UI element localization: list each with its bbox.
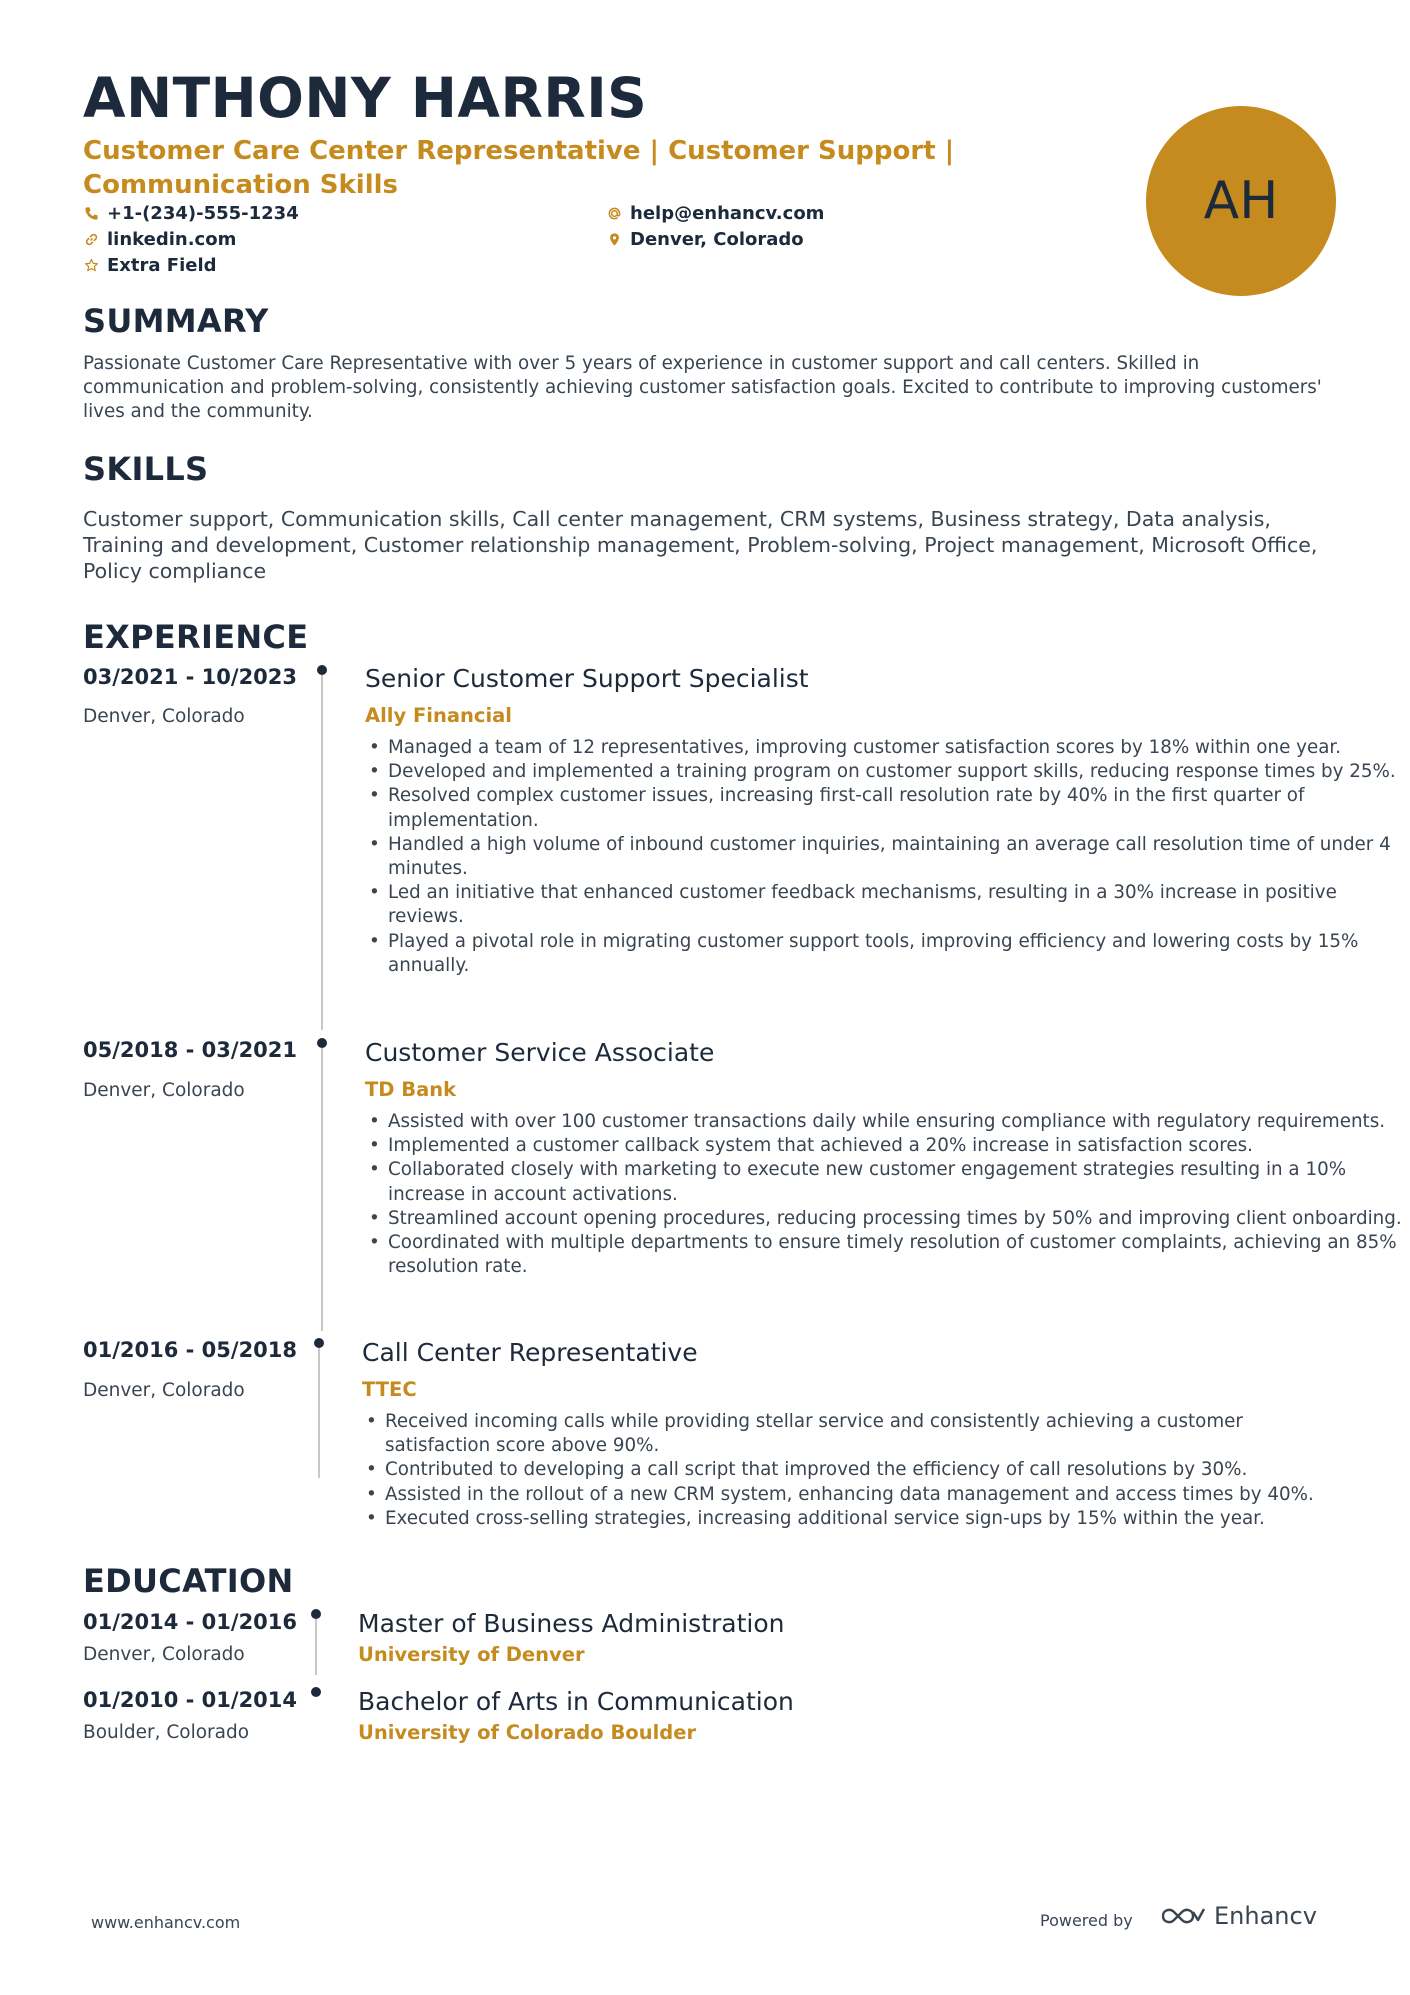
job-title: Call Center Representative bbox=[362, 1338, 698, 1367]
avatar-initials: AH bbox=[1203, 171, 1279, 231]
phone-icon bbox=[83, 206, 99, 222]
timeline-dot bbox=[311, 1687, 321, 1697]
contact-location bbox=[606, 229, 804, 250]
list-item: • Coordinated with multiple departments to ensure timely resolution of customer complaints, achieving an 85% resolution rate. bbox=[367, 1231, 1410, 1279]
list-item: • Collaborated closely with marketing to execute new customer engagement strategies resulting in a 10% increase in account activations. bbox=[367, 1158, 1410, 1206]
summary-heading: SUMMARY bbox=[83, 302, 269, 340]
contact-email bbox=[606, 203, 824, 224]
job-location: Denver, Colorado bbox=[83, 1080, 245, 1101]
job-company: Ally Financial bbox=[365, 704, 512, 727]
job-bullets bbox=[367, 1110, 1410, 1279]
education-location: Denver, Colorado bbox=[83, 1644, 245, 1665]
timeline-dot bbox=[311, 1609, 321, 1619]
job-company: TTEC bbox=[362, 1378, 417, 1401]
job-dates: 05/2018 - 03/2021 bbox=[83, 1038, 298, 1062]
education-dates: 01/2010 - 01/2014 bbox=[83, 1688, 298, 1712]
list-item: • Assisted in the rollout of a new CRM system, enhancing data management and access times by 40%. bbox=[364, 1483, 1344, 1507]
footer-brand-name: Enhancv bbox=[1214, 1902, 1317, 1930]
list-item: • Managed a team of 12 representatives, improving customer satisfaction scores by 18% within one year. bbox=[367, 736, 1410, 760]
skills-text: Customer support, Communication skills, Call center management, CRM systems, Business strategy, Data analysis, Training and development, Customer relationship management, Problem-solving, Project management, Microsoft Office, Policy compliance bbox=[83, 507, 1318, 583]
contact-phone bbox=[83, 203, 299, 224]
skills-heading: SKILLS bbox=[83, 450, 209, 488]
job-bullets bbox=[364, 1410, 1344, 1531]
candidate-name: ANTHONY HARRIS bbox=[83, 66, 648, 130]
list-item: • Developed and implemented a training program on customer support skills, reducing response times by 25%. bbox=[367, 760, 1410, 784]
list-item: • Implemented a customer callback system that achieved a 20% increase in satisfaction scores. bbox=[367, 1134, 1410, 1158]
contact-linkedin bbox=[83, 229, 236, 250]
list-item: • Assisted with over 100 customer transactions daily while ensuring compliance with regulatory requirements. bbox=[367, 1110, 1410, 1134]
list-item: • Resolved complex customer issues, increasing first-call resolution rate by 40% in the first quarter of implementation. bbox=[367, 784, 1410, 832]
school-name: University of Colorado Boulder bbox=[358, 1721, 697, 1744]
list-item: • Played a pivotal role in migrating customer support tools, improving efficiency and lowering costs by 15% annually. bbox=[367, 930, 1410, 978]
footer-brand-logo[interactable] bbox=[1160, 1902, 1317, 1930]
timeline-dot bbox=[314, 1338, 324, 1348]
list-item: • Led an initiative that enhanced customer feedback mechanisms, resulting in a 30% increase in positive reviews. bbox=[367, 881, 1410, 929]
job-title: Customer Service Associate bbox=[365, 1038, 715, 1067]
job-dates: 01/2016 - 05/2018 bbox=[83, 1338, 298, 1362]
degree-title: Bachelor of Arts in Communication bbox=[358, 1687, 794, 1716]
job-bullets bbox=[367, 736, 1410, 978]
timeline-line bbox=[321, 675, 323, 1030]
list-item: • Received incoming calls while providing stellar service and consistently achieving a customer satisfaction score above 90%. bbox=[364, 1410, 1344, 1458]
list-item: • Handled a high volume of inbound customer inquiries, maintaining an average call resolution time of under 4 minutes. bbox=[367, 833, 1410, 881]
job-company: TD Bank bbox=[365, 1078, 457, 1101]
degree-title: Master of Business Administration bbox=[358, 1609, 785, 1638]
candidate-tagline: Customer Care Center Representative | Customer Support | Communication Skills bbox=[83, 136, 955, 200]
at-icon bbox=[606, 206, 622, 222]
job-location: Denver, Colorado bbox=[83, 1380, 245, 1401]
school-name: University of Denver bbox=[358, 1643, 585, 1666]
timeline-line bbox=[321, 1048, 323, 1331]
linkedin-text[interactable]: linkedin.com bbox=[107, 229, 237, 250]
phone-text[interactable]: +1-(234)-555-1234 bbox=[107, 203, 299, 224]
list-item: • Executed cross-selling strategies, increasing additional service sign-ups by 15% within the year. bbox=[364, 1507, 1344, 1531]
footer-website-link[interactable]: www.enhancv.com bbox=[91, 1913, 241, 1932]
job-dates: 03/2021 - 10/2023 bbox=[83, 665, 298, 689]
location-text: Denver, Colorado bbox=[630, 229, 804, 250]
map-pin-icon bbox=[606, 232, 622, 248]
enhancv-logo-icon bbox=[1160, 1904, 1206, 1928]
list-item: • Contributed to developing a call script that improved the efficiency of call resolutions by 30%. bbox=[364, 1458, 1344, 1482]
list-item: • Streamlined account opening procedures, reducing processing times by 50% and improving client onboarding. bbox=[367, 1207, 1410, 1231]
job-location: Denver, Colorado bbox=[83, 706, 245, 727]
timeline-dot bbox=[317, 665, 327, 675]
star-icon bbox=[83, 258, 99, 274]
avatar bbox=[1146, 106, 1336, 296]
timeline-line bbox=[318, 1348, 320, 1478]
education-dates: 01/2014 - 01/2016 bbox=[83, 1610, 298, 1634]
timeline-line bbox=[315, 1619, 317, 1675]
footer-powered-by: Powered by bbox=[1040, 1911, 1133, 1930]
education-location: Boulder, Colorado bbox=[83, 1722, 250, 1743]
email-text[interactable]: help@enhancv.com bbox=[630, 203, 825, 224]
experience-heading: EXPERIENCE bbox=[83, 618, 309, 656]
timeline-dot bbox=[317, 1038, 327, 1048]
education-heading: EDUCATION bbox=[83, 1562, 294, 1600]
contact-extra bbox=[83, 255, 217, 276]
summary-text: Passionate Customer Care Representative with over 5 years of experience in customer support and call centers. Skilled in communication and problem-solving, consistently achieving customer satisfaction goals. Excited to contribute to improving customers' lives and the community. bbox=[83, 353, 1322, 422]
job-title: Senior Customer Support Specialist bbox=[365, 664, 809, 693]
link-icon bbox=[83, 232, 99, 248]
extra-field-text: Extra Field bbox=[107, 255, 217, 276]
